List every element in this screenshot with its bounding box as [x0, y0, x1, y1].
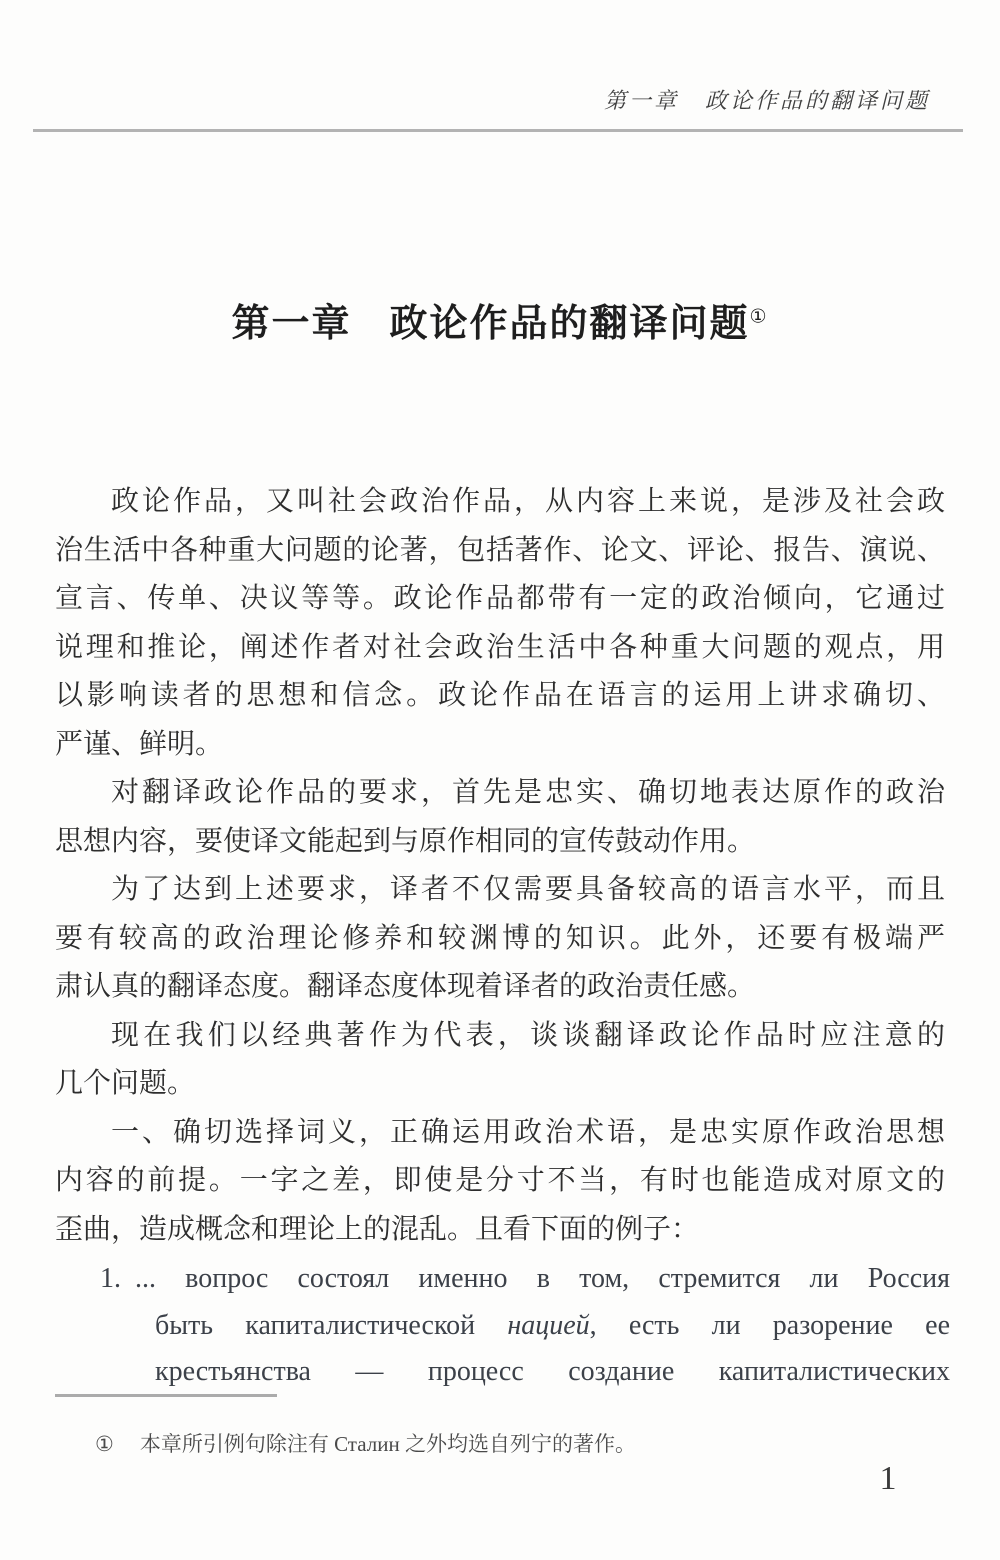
header-rule — [33, 129, 963, 132]
text-line: 内容的前提。一字之差，即使是分寸不当，有时也能造成对原文的 — [55, 1165, 945, 1196]
footnote — [95, 1428, 636, 1458]
running-header-chapter: 第一章 — [603, 88, 679, 113]
text-line: 治生活中各种重大问题的论著，包括著作、论文、评论、报告、演说、 — [55, 534, 945, 566]
chapter-title — [0, 292, 1000, 347]
chapter-title-text: 政论作品的翻译问题 — [389, 303, 750, 345]
text-line: 思想内容，要使译文能起到与原作相同的宣传鼓动作用。 — [55, 825, 756, 857]
page-number: 1 — [879, 1460, 897, 1497]
text-line: 政论作品，又叫社会政治作品，从内容上来说，是涉及社会政 — [111, 486, 945, 517]
paragraph — [55, 1109, 945, 1255]
text-line: 以影响读者的思想和信念。政论作品在语言的运用上讲求确切、 — [55, 680, 945, 711]
text-line: 宣言、传单、决议等等。政论作品都带有一定的政治倾向，它通过 — [55, 583, 945, 614]
russian-example-1 — [100, 1256, 950, 1396]
example-line — [100, 1349, 950, 1396]
running-header-title: 政论作品的翻译问题 — [704, 88, 930, 113]
example-line — [100, 1256, 950, 1303]
example-text: , есть ли разорение ее — [589, 1309, 950, 1341]
text-line: 一、确切选择词义，正确运用政治术语，是忠实原作政治思想 — [111, 1116, 945, 1148]
paragraph — [55, 866, 945, 1012]
footnote-text: 本章所引例句除注有 Сталин 之外均选自列宁的著作。 — [139, 1432, 636, 1456]
text-line: 要有较高的政治理论修养和较渊博的知识。此外，还要有极端严 — [55, 922, 945, 954]
example-italic-word: нацией — [507, 1309, 590, 1341]
paragraph — [55, 478, 945, 769]
example-number: 1. — [100, 1263, 121, 1294]
text-line: 现在我们以经典著作为代表，谈谈翻译政论作品时应注意的 — [111, 1019, 945, 1051]
running-header — [0, 84, 930, 115]
example-text: крестьянства — процесс создание капиталистических — [155, 1356, 950, 1387]
paragraph — [55, 769, 945, 866]
example-text: быть капиталистической — [155, 1309, 508, 1341]
text-line: 肃认真的翻译态度。翻译态度体现着译者的政治责任感。 — [55, 971, 756, 1002]
text-line: 几个问题。 — [55, 1068, 196, 1099]
title-footnote-mark: ① — [749, 306, 769, 328]
example-text: ... вопрос состоял именно в том, стремится ли Россия — [135, 1263, 950, 1294]
chapter-label: 第一章 — [231, 303, 352, 345]
text-line: 歪曲，造成概念和理论上的混乱。且看下面的例子： — [55, 1213, 700, 1245]
text-line: 为了达到上述要求，译者不仅需要具备较高的语言水平，而且 — [111, 874, 945, 905]
body-text — [55, 478, 950, 1396]
text-line: 说理和推论，阐述作者对社会政治生活中各种重大问题的观点，用 — [55, 631, 945, 663]
example-line — [100, 1303, 950, 1350]
text-line: 对翻译政论作品的要求，首先是忠实、确切地表达原作的政治 — [111, 777, 945, 808]
footnote-rule — [55, 1394, 277, 1397]
text-line: 严谨、鲜明。 — [55, 728, 224, 760]
paragraph — [55, 1012, 945, 1109]
footnote-mark: ① — [95, 1432, 114, 1456]
